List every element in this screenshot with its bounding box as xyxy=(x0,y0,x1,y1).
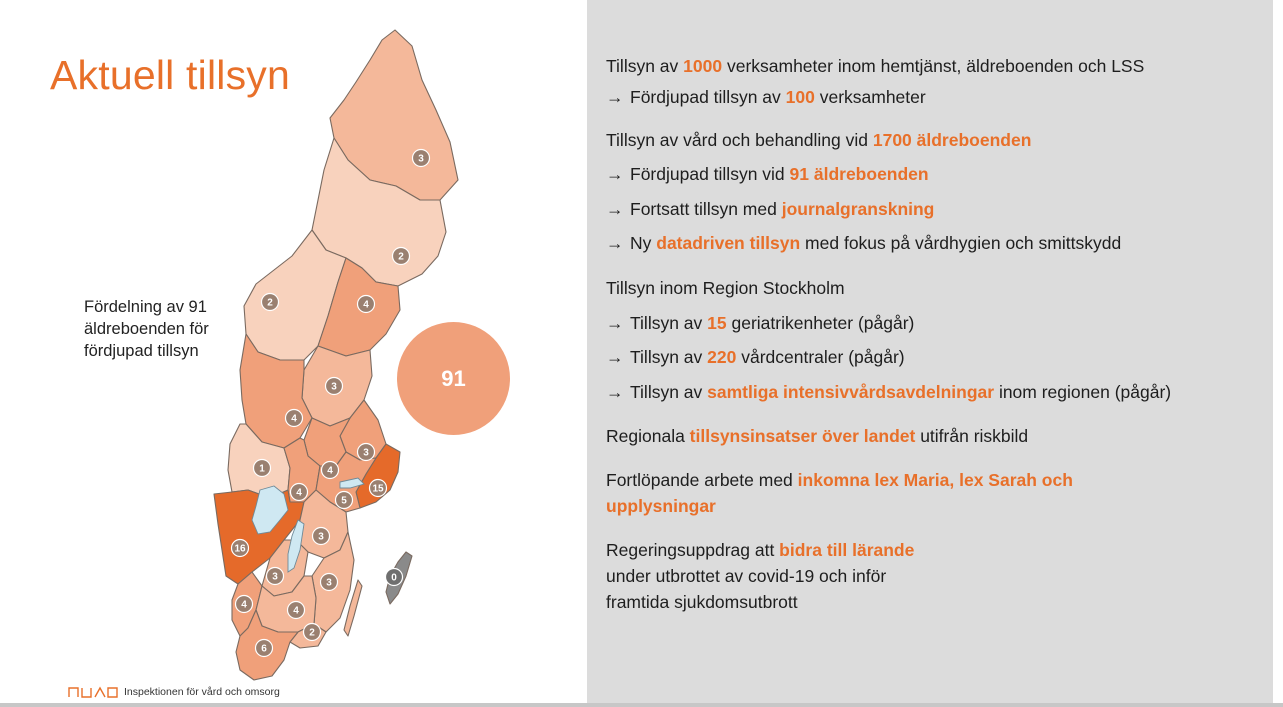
arrow-icon: → xyxy=(606,199,624,219)
region-count-label: 2 xyxy=(309,627,315,639)
body-text: inom regionen (pågår) xyxy=(994,382,1172,402)
slide-title: Aktuell tillsyn xyxy=(50,52,290,98)
highlight-text: datadriven tillsyn xyxy=(656,233,801,253)
body-text: Ny xyxy=(630,233,657,253)
highlight-text: journalgranskning xyxy=(781,199,935,219)
body-text: Tillsyn av xyxy=(630,313,708,333)
item-2 xyxy=(606,130,1031,151)
highlight-text: samtliga intensivvårdsavdelningar xyxy=(707,382,995,402)
region-count-label: 3 xyxy=(363,447,369,459)
body-text: verksamheter xyxy=(814,87,926,107)
arrow-icon: → xyxy=(606,164,624,184)
arrow-icon: → xyxy=(606,313,624,333)
item-7 xyxy=(606,313,914,334)
sweden-map xyxy=(200,20,430,690)
highlight-text: tillsynsinsatser över landet xyxy=(689,426,916,446)
body-text: verksamheter inom hemtjänst, äldreboenden och LSS xyxy=(722,56,1145,76)
highlight-text: bidra till lärande xyxy=(779,540,915,560)
item-8 xyxy=(606,347,905,368)
map-caption: Fördelning av 91 äldreboenden för fördjupad tillsyn xyxy=(84,298,209,360)
item-3 xyxy=(606,164,929,185)
item-1 xyxy=(606,87,926,108)
region-count-label: 2 xyxy=(398,251,404,263)
region-count-label: 0 xyxy=(391,572,397,584)
body-text: vårdcentraler (pågår) xyxy=(736,347,905,367)
body-text: Fördjupad tillsyn vid xyxy=(630,164,790,184)
highlight-text: 1000 xyxy=(683,56,723,76)
ivo-logo-icon xyxy=(68,686,118,698)
region-count-label: 5 xyxy=(341,495,347,507)
item-5 xyxy=(606,233,1121,254)
body-text: geriatrikenheter (pågår) xyxy=(726,313,915,333)
region-count-label: 3 xyxy=(418,153,424,165)
region-count-label: 4 xyxy=(296,487,302,499)
body-text: med fokus på vårdhygien och smittskydd xyxy=(800,233,1122,253)
item-6 xyxy=(606,278,845,299)
region-count-label: 4 xyxy=(241,599,247,611)
body-text: Tillsyn inom Region Stockholm xyxy=(606,278,845,298)
highlight-text: 100 xyxy=(785,87,815,107)
arrow-icon: → xyxy=(606,87,624,107)
footer-org-name: Inspektionen för vård och omsorg xyxy=(124,686,280,698)
body-text: Tillsyn av vård och behandling vid xyxy=(606,130,873,150)
region-count-label: 1 xyxy=(259,463,265,475)
region-count-label: 4 xyxy=(327,465,333,477)
region-count-label: 4 xyxy=(363,299,369,311)
body-text: Regionala xyxy=(606,426,690,446)
body-text: utifrån riskbild xyxy=(915,426,1029,446)
body-text: under utbrottet av covid-19 och inför framtida sjukdomsutbrott xyxy=(606,566,887,612)
footer xyxy=(68,684,280,700)
item-0 xyxy=(606,56,1144,77)
region-count-label: 16 xyxy=(234,543,246,555)
region-count-label: 3 xyxy=(318,531,324,543)
item-4 xyxy=(606,199,934,220)
body-text: Tillsyn av xyxy=(630,382,708,402)
region-count-label: 3 xyxy=(272,571,278,583)
highlight-text: 91 äldreboenden xyxy=(789,164,929,184)
highlight-text: inkomna lex Maria, lex Sarah och upplysningar xyxy=(606,470,1073,516)
region-count-label: 4 xyxy=(291,413,297,425)
item-9 xyxy=(606,382,1171,403)
item-12 xyxy=(606,537,946,615)
body-text: Fördjupad tillsyn av xyxy=(630,87,786,107)
body-text: Fortlöpande arbete med xyxy=(606,470,798,490)
region-count-label: 6 xyxy=(261,643,267,655)
item-10 xyxy=(606,426,1028,447)
region-count-label: 3 xyxy=(326,577,332,589)
region-count-label: 3 xyxy=(331,381,337,393)
region-count-label: 4 xyxy=(293,605,299,617)
region-count-label: 15 xyxy=(372,483,384,495)
region-count-label: 2 xyxy=(267,297,273,309)
arrow-icon: → xyxy=(606,347,624,367)
body-text: Fortsatt tillsyn med xyxy=(630,199,782,219)
highlight-text: 1700 äldreboenden xyxy=(872,130,1032,150)
item-11 xyxy=(606,467,1166,519)
highlight-text: 220 xyxy=(707,347,737,367)
body-text: Tillsyn av xyxy=(606,56,684,76)
arrow-icon: → xyxy=(606,233,624,253)
slide-right-edge xyxy=(1273,0,1283,703)
body-text: Tillsyn av xyxy=(630,347,708,367)
slide-bottom-border xyxy=(0,703,1283,707)
body-text: Regeringsuppdrag att xyxy=(606,540,780,560)
highlight-text: 15 xyxy=(707,313,727,333)
total-count-circle: 91 xyxy=(397,322,510,435)
arrow-icon: → xyxy=(606,382,624,402)
